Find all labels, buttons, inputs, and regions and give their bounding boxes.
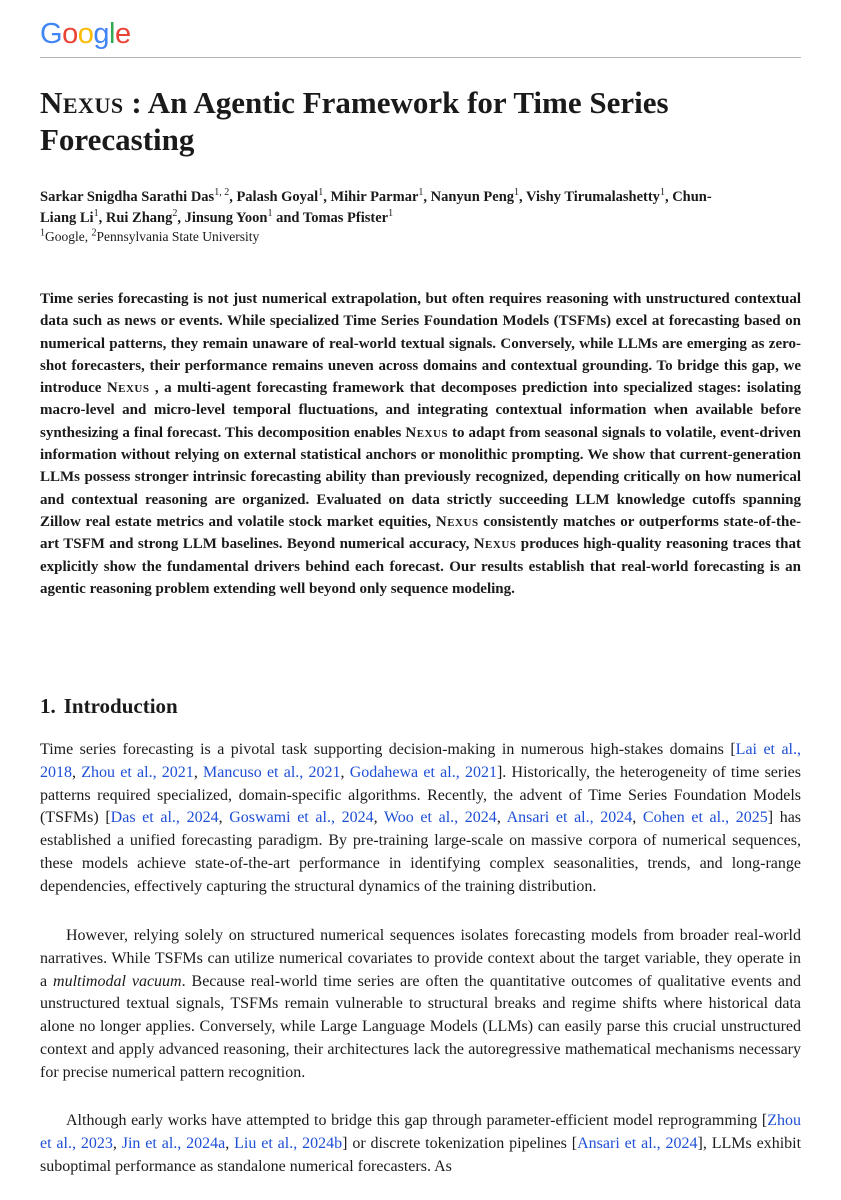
author-affiliation-mark: 1 bbox=[93, 208, 99, 220]
paper-title bbox=[40, 84, 820, 158]
citation-link[interactable]: Lai et al., 2018 bbox=[40, 741, 801, 781]
intro-paragraph-3 bbox=[40, 1110, 801, 1178]
logo-letter: o bbox=[77, 18, 94, 50]
paragraph-text: Time series forecasting is a pivotal task supporting decision-making in numerous high-stakes domains [ bbox=[40, 741, 736, 758]
header-rule bbox=[40, 57, 801, 58]
section-number: 1. bbox=[40, 694, 56, 718]
logo-letter: g bbox=[93, 18, 109, 50]
author-name: Jinsung Yoon bbox=[184, 210, 268, 226]
author-affiliation-mark: 1 bbox=[418, 187, 424, 199]
citation-link[interactable]: Zhou et al., 2021 bbox=[81, 763, 194, 781]
paragraph-text: Although early works have attempted to bridge this gap through parameter-efficient model reprogramming [ bbox=[66, 1112, 768, 1129]
abstract bbox=[40, 288, 801, 600]
logo-letter: l bbox=[108, 18, 115, 50]
logo-letter: G bbox=[40, 18, 63, 50]
author-affiliation-mark: 1 bbox=[318, 187, 324, 199]
paragraph-text: , bbox=[218, 809, 230, 827]
citation-link[interactable]: Woo et al., 2024 bbox=[383, 809, 497, 827]
framework-name: Nexus bbox=[405, 424, 449, 441]
author-affiliation-mark: 2 bbox=[172, 208, 178, 220]
affiliation-mark: 2 bbox=[91, 227, 97, 239]
paragraph-text: , bbox=[72, 763, 82, 781]
citation-link[interactable]: Cohen et al., 2025 bbox=[642, 809, 768, 827]
author-separator: and bbox=[272, 210, 303, 226]
affiliation-name: Pennsylvania State University bbox=[96, 229, 260, 244]
author-name: Palash Goyal bbox=[236, 189, 319, 205]
author-name: Vishy Tirumalashetty bbox=[526, 189, 660, 205]
paragraph-text: , bbox=[496, 809, 507, 827]
author-affiliation-mark: 1, 2 bbox=[214, 187, 230, 199]
framework-name: Nexus bbox=[40, 85, 124, 120]
author-separator: , bbox=[98, 210, 106, 226]
abstract-text: produces high-quality reasoning traces that explicitly show the fundamental drivers behind each forecast. Our results establish that real-world forecasting is an agentic reasoning problem extending well beyond only sequence modeling. bbox=[40, 536, 801, 597]
emphasis-text: multimodal vacuum bbox=[53, 972, 182, 990]
abstract-text: Time series forecasting is not just numerical extrapolation, but often requires reasoning with unstructured contextual data such as news or events. While specialized Time Series Foundation Models (TSFMs) excel at forecasting based on numerical patterns, they remain unaware of real-world textual signals. Conversely, while LLMs are emerging as zero-shot forecasters, their performance remains uneven across domains and contextual grounding. To bridge this gap, we introduce bbox=[40, 291, 801, 397]
citation-link[interactable]: Ansari et al., 2024 bbox=[577, 1134, 698, 1152]
author-separator: , bbox=[664, 189, 673, 205]
author-name: Rui Zhang bbox=[105, 210, 173, 226]
paragraph-text: , bbox=[225, 1134, 235, 1152]
framework-name: Nexus bbox=[473, 536, 517, 553]
affiliations bbox=[40, 228, 259, 246]
paragraph-text: , bbox=[112, 1134, 122, 1152]
author-separator: , bbox=[323, 189, 331, 205]
affiliation-mark: 1 bbox=[40, 227, 45, 239]
abstract-text: consistently matches or outperforms state-of-the-art TSFM and strong LLM baselines. Beyond numerical accuracy, bbox=[40, 513, 801, 553]
abstract-text: , a multi-agent forecasting framework that decomposes prediction into specialized stages: isolating macro-level and micro-level temporal fluctuations, and integrating contextual information when available before synthesizing a final forecast. This decomposition enables bbox=[40, 380, 801, 441]
author-name: Tomas Pfister bbox=[302, 210, 389, 226]
author-affiliation-mark: 1 bbox=[267, 208, 273, 220]
citation-link[interactable]: Liu et al., 2024b bbox=[234, 1134, 343, 1152]
google-logo bbox=[40, 14, 131, 54]
author-list bbox=[40, 187, 720, 229]
affiliation-separator: , bbox=[84, 229, 92, 244]
paragraph-text: , bbox=[340, 763, 350, 781]
paragraph-text: , bbox=[373, 809, 384, 827]
logo-letter: e bbox=[114, 18, 131, 50]
abstract-text: to adapt from seasonal signals to volatile, event-driven information without relying on external statistical anchors or monolithic prompting. We show that current-generation LLMs possess stronger intrinsic forecasting ability than previously recognized, depending critically on how numerical and contextual reasoning are organized. Evaluated on data strictly succeeding LLM knowledge cutoffs spanning Zillow real estate metrics and volatile stock market equities, bbox=[40, 424, 801, 530]
author-affiliation-mark: 1 bbox=[659, 187, 665, 199]
paragraph-text: ], LLMs exhibit suboptimal performance as standalone numerical forecasters. As bbox=[40, 1134, 802, 1175]
paragraph-text: ]. Historically, the heterogeneity of time series patterns required specialized, domain-specific algorithms. Recently, the advent of Time Series Foundation Models (TSFMs) [ bbox=[40, 763, 801, 827]
title-text: : An Agentic Framework for Time Series Forecasting bbox=[40, 85, 669, 157]
section-heading bbox=[40, 692, 178, 720]
citation-link[interactable]: Mancuso et al., 2021 bbox=[203, 763, 341, 781]
citation-link[interactable]: Godahewa et al., 2021 bbox=[349, 763, 497, 781]
citation-link[interactable]: Jin et al., 2024a bbox=[121, 1134, 226, 1152]
paragraph-text: ] or discrete tokenization pipelines [ bbox=[342, 1134, 578, 1152]
author-name: Nanyun Peng bbox=[430, 189, 515, 205]
affiliation-name: Google bbox=[45, 229, 85, 244]
author-affiliation-mark: 1 bbox=[388, 208, 394, 220]
author-separator: , bbox=[519, 189, 527, 205]
author-separator: , bbox=[177, 210, 185, 226]
author-name: Chun-Liang Li bbox=[40, 189, 712, 226]
citation-link[interactable]: Das et al., 2024 bbox=[110, 809, 219, 827]
paragraph-text: ] has established a unified forecasting paradigm. By pre-training large-scale on massive corpora of numerical sequences, these models achieve state-of-the-art performance in identifying complex seasonalities, trends, and long-range dependencies, effectively capturing the structural dynamics of the training distribution. bbox=[40, 809, 802, 895]
citation-link[interactable]: Ansari et al., 2024 bbox=[506, 809, 633, 827]
citation-link[interactable]: Zhou et al., 2023 bbox=[40, 1112, 801, 1152]
section-title: Introduction bbox=[63, 694, 178, 718]
framework-name: Nexus bbox=[106, 380, 150, 397]
paragraph-text: However, relying solely on structured numerical sequences isolates forecasting models from broader real-world narratives. While TSFMs can utilize numerical covariates to provide context about the target variable, they operate in a bbox=[40, 927, 801, 990]
paragraph-text: . Because real-world time series are often the quantitative outcomes of qualitative events and unstructured textual signals, TSFMs remain vulnerable to structural breaks and regime shifts where historical data alone no longer applies. Conversely, while Large Language Models (LLMs) can easily parse this crucial unstructured context and apply advanced reasoning, their architectures lack the autoregressive mathematical mechanisms necessary for precise numerical pattern recognition. bbox=[40, 972, 801, 1081]
citation-link[interactable]: Goswami et al., 2024 bbox=[229, 809, 374, 827]
intro-paragraph-2 bbox=[40, 925, 801, 1085]
paragraph-text: , bbox=[193, 763, 204, 781]
logo-letter: o bbox=[62, 18, 78, 50]
author-separator: , bbox=[229, 189, 237, 205]
intro-paragraph-1 bbox=[40, 739, 801, 899]
author-separator: , bbox=[423, 189, 431, 205]
author-name: Sarkar Snigdha Sarathi Das bbox=[40, 189, 215, 205]
author-name: Mihir Parmar bbox=[330, 189, 419, 205]
framework-name: Nexus bbox=[435, 513, 479, 530]
author-affiliation-mark: 1 bbox=[514, 187, 520, 199]
paragraph-text: , bbox=[632, 809, 643, 827]
